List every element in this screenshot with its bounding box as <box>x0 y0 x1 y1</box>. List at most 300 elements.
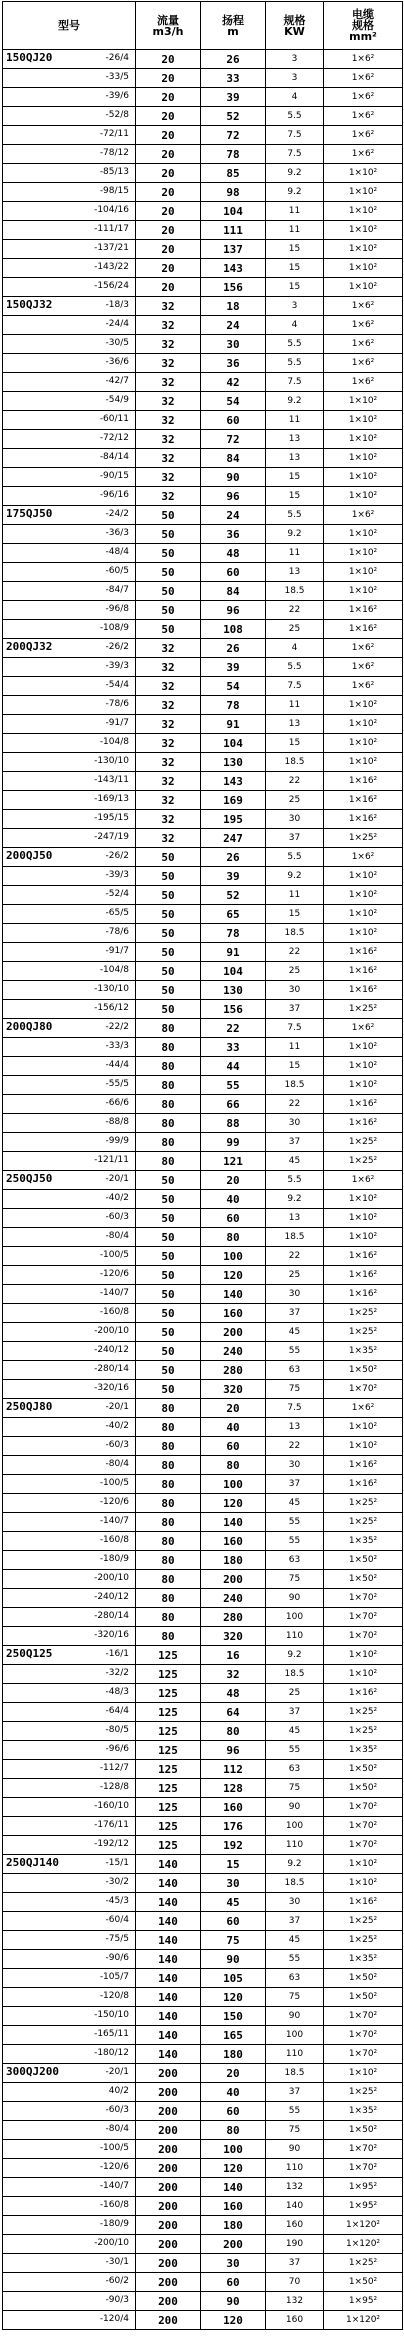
table-row <box>3 1038 403 1057</box>
cell-flow: 50 <box>136 962 201 981</box>
cell-cable: 1×6² <box>324 145 403 164</box>
cell-model <box>3 772 136 791</box>
cell-kw: 30 <box>266 1893 324 1912</box>
cell-model <box>3 2007 136 2026</box>
cell-model <box>3 791 136 810</box>
cell-head: 112 <box>201 1760 266 1779</box>
cell-kw: 18.5 <box>266 753 324 772</box>
table-row <box>3 2178 403 2197</box>
cell-model <box>3 354 136 373</box>
model-suffix: -78/6 <box>105 699 129 709</box>
cell-cable: 1×35² <box>324 1342 403 1361</box>
cell-cable: 1×6² <box>324 50 403 69</box>
cell-cable: 1×25² <box>324 1304 403 1323</box>
cell-kw: 9.2 <box>266 164 324 183</box>
cell-cable: 1×16² <box>324 962 403 981</box>
model-suffix: -66/6 <box>105 1098 129 1108</box>
cell-flow: 32 <box>136 297 201 316</box>
model-suffix: -160/8 <box>99 2200 129 2210</box>
cell-flow: 80 <box>136 1399 201 1418</box>
cell-model <box>3 107 136 126</box>
cell-cable: 1×70² <box>324 1798 403 1817</box>
cell-kw: 11 <box>266 544 324 563</box>
cell-kw: 18.5 <box>266 582 324 601</box>
cell-cable: 1×95² <box>324 2178 403 2197</box>
cell-cable: 1×10² <box>324 867 403 886</box>
cell-kw: 11 <box>266 1038 324 1057</box>
cell-head: 16 <box>201 1646 266 1665</box>
cell-head: 39 <box>201 88 266 107</box>
cell-kw: 90 <box>266 1589 324 1608</box>
table-row <box>3 1760 403 1779</box>
cell-flow: 80 <box>136 1589 201 1608</box>
cell-head: 18 <box>201 297 266 316</box>
model-suffix: -24/2 <box>105 509 129 519</box>
cell-head: 169 <box>201 791 266 810</box>
table-row <box>3 1874 403 1893</box>
cell-kw: 55 <box>266 1513 324 1532</box>
cell-kw: 75 <box>266 1988 324 2007</box>
cell-flow: 200 <box>136 2216 201 2235</box>
cell-model <box>3 259 136 278</box>
model-series: 250QJ80 <box>6 1400 53 1413</box>
cell-head: 32 <box>201 1665 266 1684</box>
cell-head: 280 <box>201 1361 266 1380</box>
table-row <box>3 677 403 696</box>
table-row <box>3 506 403 525</box>
cell-kw: 90 <box>266 2007 324 2026</box>
cell-cable: 1×70² <box>324 1608 403 1627</box>
model-series: 250QJ50 <box>6 1172 53 1185</box>
table-row <box>3 1247 403 1266</box>
cell-kw: 18.5 <box>266 1076 324 1095</box>
table-row <box>3 2045 403 2064</box>
cell-flow: 50 <box>136 867 201 886</box>
cell-head: 160 <box>201 1798 266 1817</box>
model-suffix: -78/12 <box>99 148 129 158</box>
cell-head: 33 <box>201 69 266 88</box>
cell-head: 176 <box>201 1817 266 1836</box>
cell-cable: 1×70² <box>324 2140 403 2159</box>
cell-flow: 32 <box>136 753 201 772</box>
cell-model <box>3 2311 136 2330</box>
cell-head: 120 <box>201 1266 266 1285</box>
table-row <box>3 1475 403 1494</box>
cell-cable: 1×120² <box>324 2235 403 2254</box>
cell-cable: 1×16² <box>324 1684 403 1703</box>
cell-model <box>3 88 136 107</box>
model-suffix: -45/3 <box>105 1896 129 1906</box>
cell-flow: 200 <box>136 2121 201 2140</box>
cell-flow: 80 <box>136 1513 201 1532</box>
cell-kw: 15 <box>266 734 324 753</box>
cell-kw: 11 <box>266 886 324 905</box>
cell-flow: 80 <box>136 1627 201 1646</box>
cell-head: 36 <box>201 525 266 544</box>
table-row <box>3 1513 403 1532</box>
model-suffix: -85/13 <box>99 167 129 177</box>
cell-head: 72 <box>201 126 266 145</box>
cell-flow: 200 <box>136 2197 201 2216</box>
cell-flow: 140 <box>136 2026 201 2045</box>
cell-model <box>3 1798 136 1817</box>
cell-model <box>3 1228 136 1247</box>
cell-flow: 140 <box>136 1969 201 1988</box>
model-suffix: -120/4 <box>99 2314 129 2324</box>
cell-model <box>3 544 136 563</box>
table-row <box>3 278 403 297</box>
model-suffix: -60/3 <box>105 1212 129 1222</box>
table-row <box>3 791 403 810</box>
header-flow: 流量 m3/h <box>136 2 201 50</box>
cell-head: 75 <box>201 1931 266 1950</box>
cell-model <box>3 715 136 734</box>
table-row <box>3 468 403 487</box>
model-suffix: -33/5 <box>105 72 129 82</box>
cell-model <box>3 335 136 354</box>
table-row <box>3 962 403 981</box>
cell-model <box>3 886 136 905</box>
cell-flow: 50 <box>136 601 201 620</box>
cell-model <box>3 1000 136 1019</box>
cell-head: 20 <box>201 1399 266 1418</box>
cell-model <box>3 1323 136 1342</box>
cell-model <box>3 1817 136 1836</box>
cell-kw: 63 <box>266 1551 324 1570</box>
cell-cable: 1×50² <box>324 1988 403 2007</box>
cell-kw: 7.5 <box>266 145 324 164</box>
table-row <box>3 544 403 563</box>
cell-kw: 15 <box>266 278 324 297</box>
table-row <box>3 202 403 221</box>
model-suffix: -48/4 <box>105 547 129 557</box>
cell-flow: 50 <box>136 563 201 582</box>
cell-model <box>3 2045 136 2064</box>
table-row <box>3 620 403 639</box>
cell-head: 200 <box>201 1570 266 1589</box>
cell-cable: 1×50² <box>324 1779 403 1798</box>
cell-kw: 7.5 <box>266 677 324 696</box>
cell-flow: 80 <box>136 1532 201 1551</box>
cell-cable: 1×50² <box>324 1551 403 1570</box>
cell-head: 160 <box>201 1304 266 1323</box>
cell-flow: 200 <box>136 2178 201 2197</box>
cell-kw: 25 <box>266 962 324 981</box>
cell-head: 200 <box>201 1323 266 1342</box>
cell-cable: 1×10² <box>324 1646 403 1665</box>
table-row <box>3 2216 403 2235</box>
cell-kw: 25 <box>266 791 324 810</box>
cell-kw: 13 <box>266 449 324 468</box>
cell-flow: 200 <box>136 2311 201 2330</box>
model-suffix: -78/6 <box>105 927 129 937</box>
cell-head: 22 <box>201 1019 266 1038</box>
cell-cable: 1×70² <box>324 2007 403 2026</box>
table-row <box>3 1532 403 1551</box>
cell-flow: 32 <box>136 810 201 829</box>
cell-model <box>3 1114 136 1133</box>
header-model: 型号 <box>3 2 136 50</box>
cell-model <box>3 1513 136 1532</box>
cell-kw: 55 <box>266 1532 324 1551</box>
table-row <box>3 1988 403 2007</box>
cell-cable: 1×10² <box>324 1418 403 1437</box>
table-row <box>3 639 403 658</box>
table-row <box>3 829 403 848</box>
cell-kw: 5.5 <box>266 658 324 677</box>
cell-model <box>3 2159 136 2178</box>
cell-kw: 18.5 <box>266 924 324 943</box>
cell-cable: 1×70² <box>324 2159 403 2178</box>
cell-flow: 200 <box>136 2235 201 2254</box>
cell-cable: 1×16² <box>324 620 403 639</box>
model-suffix: -247/19 <box>94 832 129 842</box>
cell-cable: 1×10² <box>324 468 403 487</box>
model-suffix: -160/8 <box>99 1535 129 1545</box>
cell-head: 64 <box>201 1703 266 1722</box>
cell-flow: 125 <box>136 1817 201 1836</box>
cell-kw: 15 <box>266 1057 324 1076</box>
cell-head: 90 <box>201 2292 266 2311</box>
table-row <box>3 1380 403 1399</box>
cell-kw: 30 <box>266 1456 324 1475</box>
cell-kw: 22 <box>266 1095 324 1114</box>
model-suffix: -80/4 <box>105 1459 129 1469</box>
cell-model <box>3 2026 136 2045</box>
cell-cable: 1×10² <box>324 582 403 601</box>
cell-cable: 1×16² <box>324 810 403 829</box>
cell-cable: 1×10² <box>324 905 403 924</box>
cell-kw: 22 <box>266 1247 324 1266</box>
cell-head: 128 <box>201 1779 266 1798</box>
cell-head: 100 <box>201 1475 266 1494</box>
cell-kw: 7.5 <box>266 373 324 392</box>
cell-head: 78 <box>201 145 266 164</box>
model-suffix: -104/16 <box>94 205 129 215</box>
cell-model <box>3 734 136 753</box>
table-row <box>3 1608 403 1627</box>
cell-model <box>3 449 136 468</box>
table-row <box>3 145 403 164</box>
cell-head: 40 <box>201 1418 266 1437</box>
cell-flow: 20 <box>136 278 201 297</box>
model-suffix: -60/11 <box>99 414 129 424</box>
cell-flow: 50 <box>136 1171 201 1190</box>
model-suffix: -54/4 <box>105 680 129 690</box>
cell-flow: 80 <box>136 1095 201 1114</box>
table-row <box>3 2026 403 2045</box>
cell-model <box>3 1342 136 1361</box>
table-row <box>3 126 403 145</box>
cell-kw: 7.5 <box>266 126 324 145</box>
cell-flow: 50 <box>136 905 201 924</box>
cell-kw: 63 <box>266 1361 324 1380</box>
cell-cable: 1×10² <box>324 240 403 259</box>
cell-kw: 13 <box>266 715 324 734</box>
model-suffix: -55/5 <box>105 1079 129 1089</box>
cell-flow: 20 <box>136 88 201 107</box>
cell-flow: 32 <box>136 335 201 354</box>
cell-cable: 1×70² <box>324 1817 403 1836</box>
cell-cable: 1×10² <box>324 164 403 183</box>
model-suffix: -44/4 <box>105 1060 129 1070</box>
cell-head: 48 <box>201 1684 266 1703</box>
cell-model <box>3 1950 136 1969</box>
model-suffix: -156/12 <box>94 1003 129 1013</box>
model-suffix: -156/24 <box>94 281 129 291</box>
cell-cable: 1×6² <box>324 373 403 392</box>
cell-model <box>3 240 136 259</box>
cell-cable: 1×25² <box>324 1494 403 1513</box>
model-series: 200QJ80 <box>6 1020 53 1033</box>
model-suffix: -140/7 <box>99 2181 129 2191</box>
cell-model <box>3 2273 136 2292</box>
cell-head: 160 <box>201 2197 266 2216</box>
cell-flow: 20 <box>136 69 201 88</box>
cell-flow: 20 <box>136 240 201 259</box>
cell-head: 195 <box>201 810 266 829</box>
cell-flow: 80 <box>136 1418 201 1437</box>
cell-model <box>3 1722 136 1741</box>
table-row <box>3 1798 403 1817</box>
cell-flow: 80 <box>136 1475 201 1494</box>
cell-cable: 1×6² <box>324 1399 403 1418</box>
cell-cable: 1×10² <box>324 563 403 582</box>
header-spec: 规格 KW <box>266 2 324 50</box>
cell-kw: 37 <box>266 829 324 848</box>
cell-head: 20 <box>201 1171 266 1190</box>
cell-head: 15 <box>201 1855 266 1874</box>
cell-head: 85 <box>201 164 266 183</box>
cell-cable: 1×25² <box>324 1703 403 1722</box>
cell-head: 45 <box>201 1893 266 1912</box>
cell-flow: 200 <box>136 2159 201 2178</box>
cell-cable: 1×10² <box>324 278 403 297</box>
cell-head: 54 <box>201 392 266 411</box>
cell-head: 120 <box>201 2159 266 2178</box>
cell-head: 24 <box>201 316 266 335</box>
cell-model <box>3 278 136 297</box>
model-suffix: -60/3 <box>105 2105 129 2115</box>
cell-kw: 140 <box>266 2197 324 2216</box>
table-row <box>3 1570 403 1589</box>
cell-flow: 140 <box>136 2045 201 2064</box>
model-suffix: -32/2 <box>105 1668 129 1678</box>
cell-kw: 15 <box>266 905 324 924</box>
cell-model <box>3 1076 136 1095</box>
cell-head: 111 <box>201 221 266 240</box>
cell-cable: 1×70² <box>324 1380 403 1399</box>
model-suffix: -104/8 <box>99 965 129 975</box>
cell-model <box>3 1038 136 1057</box>
table-row <box>3 449 403 468</box>
cell-cable: 1×6² <box>324 677 403 696</box>
cell-head: 247 <box>201 829 266 848</box>
model-suffix: -54/9 <box>105 395 129 405</box>
cell-model <box>3 430 136 449</box>
cell-head: 26 <box>201 50 266 69</box>
table-row <box>3 2064 403 2083</box>
cell-head: 150 <box>201 2007 266 2026</box>
table-header <box>3 2 403 50</box>
cell-head: 140 <box>201 1513 266 1532</box>
model-suffix: -42/7 <box>105 376 129 386</box>
cell-flow: 50 <box>136 506 201 525</box>
model-suffix: -165/11 <box>94 2029 129 2039</box>
cell-model <box>3 848 136 867</box>
cell-head: 84 <box>201 582 266 601</box>
cell-flow: 140 <box>136 1988 201 2007</box>
cell-flow: 32 <box>136 354 201 373</box>
cell-cable: 1×10² <box>324 392 403 411</box>
cell-flow: 50 <box>136 620 201 639</box>
model-suffix: -26/2 <box>105 851 129 861</box>
model-suffix: -30/5 <box>105 338 129 348</box>
cell-cable: 1×6² <box>324 1171 403 1190</box>
cell-flow: 50 <box>136 1304 201 1323</box>
table-row <box>3 2235 403 2254</box>
table-row <box>3 1950 403 1969</box>
cell-flow: 50 <box>136 1342 201 1361</box>
cell-model <box>3 1399 136 1418</box>
cell-head: 90 <box>201 1950 266 1969</box>
table-row <box>3 1095 403 1114</box>
cell-flow: 80 <box>136 1437 201 1456</box>
cell-cable: 1×50² <box>324 1361 403 1380</box>
model-suffix: -140/7 <box>99 1516 129 1526</box>
cell-cable: 1×35² <box>324 1950 403 1969</box>
table-row <box>3 1551 403 1570</box>
cell-kw: 11 <box>266 202 324 221</box>
cell-cable: 1×25² <box>324 1912 403 1931</box>
model-suffix: -150/10 <box>94 2010 129 2020</box>
cell-model <box>3 164 136 183</box>
cell-model <box>3 1874 136 1893</box>
cell-cable: 1×10² <box>324 734 403 753</box>
cell-flow: 32 <box>136 392 201 411</box>
cell-model <box>3 1304 136 1323</box>
cell-kw: 30 <box>266 1114 324 1133</box>
cell-model <box>3 1475 136 1494</box>
cell-model <box>3 601 136 620</box>
cell-cable: 1×6² <box>324 69 403 88</box>
cell-kw: 5.5 <box>266 848 324 867</box>
cell-cable: 1×10² <box>324 886 403 905</box>
cell-kw: 9.2 <box>266 1190 324 1209</box>
model-suffix: -320/16 <box>94 1630 129 1640</box>
cell-kw: 11 <box>266 696 324 715</box>
cell-flow: 50 <box>136 1247 201 1266</box>
table-row <box>3 1893 403 1912</box>
model-suffix: -100/5 <box>99 1250 129 1260</box>
cell-head: 33 <box>201 1038 266 1057</box>
table-row <box>3 772 403 791</box>
cell-kw: 4 <box>266 639 324 658</box>
cell-flow: 200 <box>136 2292 201 2311</box>
table-row <box>3 1000 403 1019</box>
cell-cable: 1×10² <box>324 924 403 943</box>
cell-model <box>3 1532 136 1551</box>
cell-head: 65 <box>201 905 266 924</box>
cell-kw: 110 <box>266 2159 324 2178</box>
cell-flow: 20 <box>136 164 201 183</box>
cell-kw: 190 <box>266 2235 324 2254</box>
cell-kw: 3 <box>266 297 324 316</box>
cell-model <box>3 563 136 582</box>
cell-kw: 110 <box>266 2045 324 2064</box>
table-row <box>3 430 403 449</box>
cell-flow: 32 <box>136 734 201 753</box>
